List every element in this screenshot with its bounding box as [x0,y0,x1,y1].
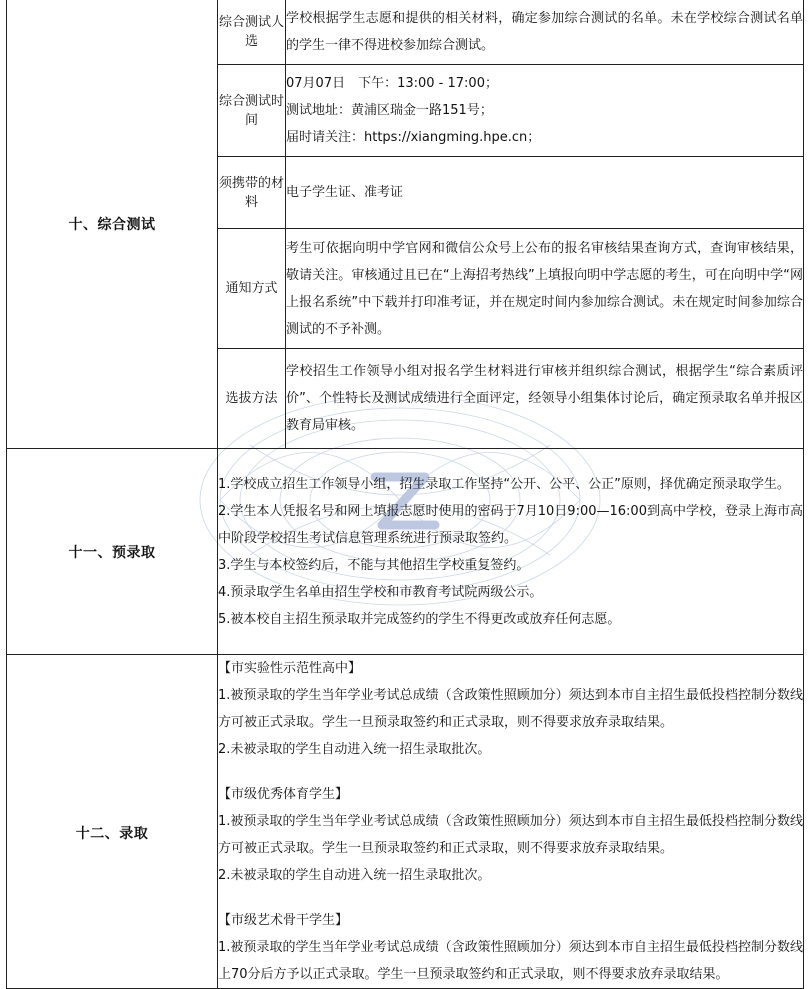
row-label: 选拔方法 [218,349,286,449]
row-line: 07月07日 下午：13:00 - 17:00； [286,76,498,91]
list-item: 2.学生本人凭报名号和网上填报志愿时使用的密码于7月10日9:00—16:00到高中学校，登录上海市高中阶段学校招生考试信息管理系统进行预录取签约。 [218,503,803,546]
section10-row-candidates [7,0,804,65]
section12-title: 十二、录取 [7,655,218,989]
section11-row [7,449,804,655]
row-line: 电子学生证、准考证 [286,185,404,200]
row-label: 综合测试人选 [218,0,286,65]
group-heading: 【市级艺术骨干学生】 [218,913,349,928]
list-item: 1.被预录取的学生当年学业考试总成绩（含政策性照顾加分）须达到本市自主招生最低投档控制分数线上70分后方予以正式录取。学生一旦预录取签约和正式录取，则不得要求放弃录取结果。 [218,940,803,982]
row-line: 考生可依据向明中学官网和微信公众号上公布的报名审核结果查询方式，查询审核结果，敬请关注。审核通过且已在“上海招考热线”上填报向明中学志愿的考生，可在向明中学“网上报名系统”中下载并打印准考证，并在规定时间内参加综合测试。未在规定时间参加综合测试的不予补测。 [286,240,803,337]
row-line: 届时请关注：https://xiangming.hpe.cn； [286,130,541,145]
row-content [286,0,804,65]
row-content [286,65,804,157]
list-item: 1.学校成立招生工作领导小组，招生录取工作坚持“公开、公平、公正”原则，择优确定预录取学生。 [218,476,790,492]
row-label: 须携带的材料 [218,157,286,229]
list-item: 4.预录取学生名单由招生学校和市教育考试院两级公示。 [218,584,543,600]
list-item: 5.被本校自主招生预录取并完成签约的学生不得更改或放弃任何志愿。 [218,611,621,627]
list-item: 2.未被录取的学生自动进入统一招生录取批次。 [218,868,491,883]
list-item: 2.未被录取的学生自动进入统一招生录取批次。 [218,742,491,757]
list-item: 3.学生与本校签约后，不能与其他招生学校重复签约。 [218,557,530,573]
row-content [286,157,804,229]
section12-content [218,655,804,989]
row-label: 通知方式 [218,229,286,349]
spacer [218,889,803,907]
spacer [218,763,803,781]
list-item: 1.被预录取的学生当年学业考试总成绩（含政策性照顾加分）须达到本市自主招生最低投档控制分数线方可被正式录取。学生一旦预录取签约和正式录取，则不得要求放弃录取结果。 [218,814,803,856]
row-content [286,349,804,449]
section11-title: 十一、预录取 [7,449,218,655]
section11-content [218,449,804,655]
list-item: 1.被预录取的学生当年学业考试总成绩（含政策性照顾加分）须达到本市自主招生最低投档控制分数线方可被正式录取。学生一旦预录取签约和正式录取，则不得要求放弃录取结果。 [218,688,803,730]
row-label: 综合测试时间 [218,65,286,157]
group-heading: 【市实验性示范性高中】 [218,661,362,676]
section12-row [7,655,804,989]
row-line: 学校根据学生志愿和提供的相关材料，确定参加综合测试的名单。未在学校综合测试名单的学生一律不得进校参加综合测试。 [286,10,803,53]
group-heading: 【市级优秀体育学生】 [218,787,349,802]
row-line: 学校招生工作领导小组对报名学生材料进行审核并组织综合测试，根据学生“综合素质评价”、个性特长及测试成绩进行全面评定，经领导小组集体讨论后，确定预录取名单并报区教育局审核。 [286,364,803,433]
admission-table [6,0,804,989]
section10-title: 十、综合测试 [7,0,218,449]
row-line: 测试地址：黄浦区瑞金一路151号； [286,103,493,118]
row-content [286,229,804,349]
